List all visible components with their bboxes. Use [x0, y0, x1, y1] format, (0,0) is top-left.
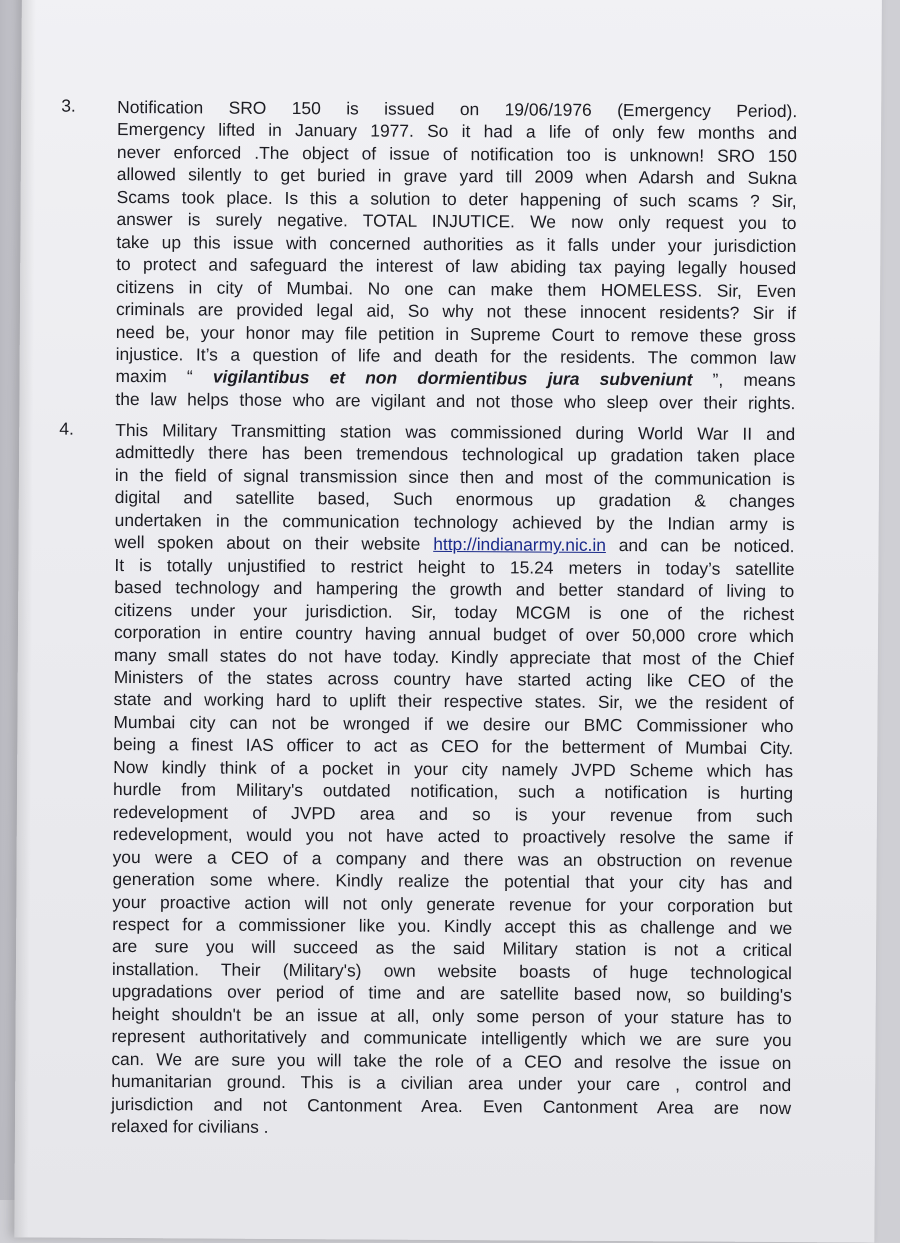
text-line: citizens in city of Mumbai. No one can make them HOMELESS. Sir, Even: [116, 276, 797, 301]
text-line: Emergency lifted in January 1977. So it had a life of only few months and: [117, 119, 798, 144]
website-link[interactable]: http://indianarmy.nic.in: [433, 534, 606, 556]
document-page: [14, 0, 882, 1243]
text-line: undertaken in the communication technology achieved by the Indian army is: [114, 509, 795, 534]
text-line: never enforced .The object of issue of notification too is unknown! SRO 150: [116, 141, 797, 167]
text-line: Ministers of the states across country have started acting like CEO of the: [113, 666, 794, 692]
text-line: height shouldn't be an issue at all, only some person of your stature has to: [111, 1003, 792, 1028]
text-segment: maxim “: [115, 366, 213, 387]
text-line: Scams took place. Is this a solution to deter happening of such scams ? Sir,: [116, 186, 797, 211]
text-line: answer is surely negative. TOTAL INJUTICE. We now only request you to: [116, 209, 797, 234]
text-line: hurdle from Military's outdated notification, such a notification is hurting: [112, 779, 794, 804]
text-line: you were a CEO of a company and there was an obstruction on revenue: [112, 846, 793, 871]
text-line: corporation in entire country having annual budget of over 50,000 crore which: [113, 622, 795, 647]
text-line: being a finest IAS officer to act as CEO for the betterment of Mumbai City.: [113, 734, 794, 759]
numbered-paragraph-4: [19, 418, 879, 1137]
text-line: injustice. It’s a question of life and death for the residents. The common law: [115, 343, 796, 369]
text-line: citizens under your jurisdiction. Sir, today MCGM is one of the richest: [114, 599, 795, 624]
text-segment: well spoken about on their website: [114, 532, 434, 555]
text-line: It is totally unjustified to restrict height to 15.24 meters in today’s satellite: [114, 554, 795, 579]
latin-maxim: vigilantibus et non dormientibus jura subveniunt: [212, 366, 693, 390]
text-line: digital and satellite based, Such enormous up gradation & changes: [114, 487, 795, 512]
text-line: Now kindly think of a pocket in your city namely JVPD Scheme which has: [113, 756, 794, 781]
text-segment: ”, means: [692, 369, 796, 391]
text-line: installation. Their (Military's) own website boasts of huge technological: [111, 958, 793, 983]
text-line: redevelopment of JVPD area and so is your revenue from such: [112, 801, 793, 826]
text-line: many small states do not have today. Kindly appreciate that most of the Chief: [113, 644, 794, 669]
text-line: criminals are provided legal aid, So why not these innocent residents? Sir if: [115, 299, 797, 324]
text-line: humanitarian ground. This is a civilian area under your care , control and: [111, 1071, 792, 1096]
text-line: admittedly there has been tremendous technological up gradation taken place: [115, 442, 796, 467]
text-line: relaxed for civilians .: [110, 1115, 269, 1137]
paragraph-body: [111, 419, 795, 1142]
text-line: jurisdiction and not Cantonment Area. Even Cantonment Area are now: [111, 1093, 792, 1118]
text-segment: and can be noticed.: [605, 535, 795, 557]
numbered-paragraph-3: [21, 95, 881, 413]
text-line: are sure you will succeed as the said Military station is not a critical: [112, 936, 793, 961]
text-line: your proactive action will not only generate revenue for your corporation but: [112, 891, 793, 916]
text-line: allowed silently to get buried in grave yard till 2009 when Adarsh and Sukna: [116, 164, 797, 189]
text-line: Mumbai city can not be wronged if we desire our BMC Commissioner who: [113, 711, 794, 736]
text-line: This Military Transmitting station was commissioned during World War II and: [115, 419, 796, 445]
text-line: take up this issue with concerned authorities as it falls under your jurisdiction: [116, 231, 797, 256]
text-line: respect for a commissioner like you. Kindly accept this as challenge and we: [112, 913, 793, 939]
text-line: state and working hard to uplift their respective states. Sir, we the resident of: [113, 689, 794, 714]
text-line: generation some where. Kindly realize the potential that your city has and: [112, 869, 793, 894]
text-line: to protect and safeguard the interest of law abiding tax paying legally housed: [116, 254, 797, 279]
text-line: the law helps those who are vigilant and not those who sleep over their rights.: [115, 388, 796, 413]
text-line: redevelopment, would you not have acted to proactively resolve the same if: [112, 824, 793, 849]
text-line: based technology and hampering the growth and better standard of living to: [114, 577, 795, 602]
text-line: represent authoritatively and communicate intelligently which we are sure you: [111, 1026, 792, 1051]
text-line: can. We are sure you will take the role of a CEO and resolve the issue on: [111, 1048, 792, 1073]
paragraph-number: 4.: [59, 418, 74, 439]
text-line: need be, your honor may file petition in Supreme Court to remove these gross: [115, 321, 796, 346]
text-line: upgradations over period of time and are satellite based now, so building's: [111, 981, 792, 1006]
paragraph-number: 3.: [61, 95, 76, 116]
paragraph-body: [115, 96, 797, 414]
text-line: Notification SRO 150 is issued on 19/06/1976 (Emergency Period).: [117, 96, 798, 122]
text-line: in the field of signal transmission since then and most of the communication is: [114, 464, 796, 490]
